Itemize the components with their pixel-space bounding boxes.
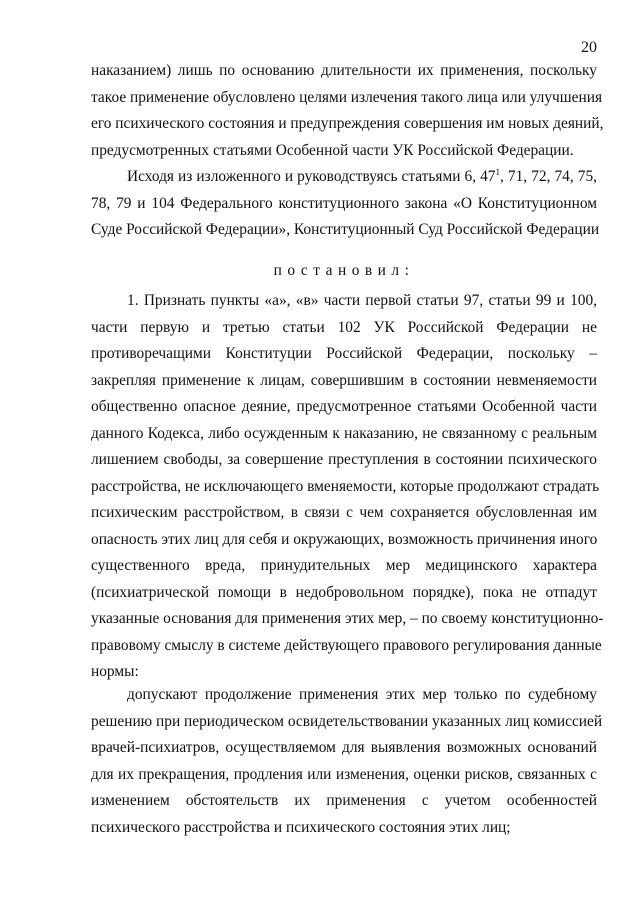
text-line: лишением свободы, за совершение преступления в состоянии психического xyxy=(91,451,597,468)
text-line: указанные основания для применения этих мер, – по своему конституционно- xyxy=(91,610,604,627)
text-line: такое применение обусловлено целями излечения такого лица или улучшения xyxy=(91,88,603,106)
text-line: 1. Признать пункты «а», «в» части первой статьи 97, статьи 99 и 100, xyxy=(127,292,597,309)
text-line: расстройства, не исключающего вменяемости, которые продолжают страдать xyxy=(91,477,600,495)
text-line: данного Кодекса, либо осужденным к наказанию, не связанному с реальным xyxy=(91,424,597,442)
superscript: 1 xyxy=(495,166,501,177)
text-line: противоречащими Конституции Российской Федерации, поскольку – xyxy=(91,345,597,362)
text-line: общественно опасное деяние, предусмотренное статьями Особенной части xyxy=(91,398,597,415)
resolution-heading: постановил: xyxy=(273,262,415,279)
text-line: предусмотренных статьями Особенной части УК Российской Федерации. xyxy=(91,141,574,159)
page-number: 20 xyxy=(581,39,597,56)
text-line: правовому смыслу в системе действующего правового регулирования данные xyxy=(91,636,602,654)
text-line: психического расстройства и психического состояния этих лиц; xyxy=(91,818,511,836)
text-line xyxy=(91,164,597,191)
text-line: решению при периодическом освидетельствовании указанных лиц комиссией xyxy=(91,712,603,730)
text-line: 78, 79 и 104 Федерального конституционного закона «О Конституционном xyxy=(91,194,597,212)
text-line: психическим расстройством, в связи с чем сохраняется обусловленная им xyxy=(91,504,597,521)
text-line: существенного вреда, принудительных мер медицинского характера xyxy=(91,557,597,574)
text-line: для их прекращения, продления или изменения, оценки рисков, связанных с xyxy=(91,765,597,783)
text-line: Суде Российской Федерации», Конституционный Суд Российской Федерации xyxy=(91,221,600,238)
text-line: (психиатрической помощи в недобровольном порядке), пока не отпадут xyxy=(91,583,597,601)
text-line: части первую и третью статьи 102 УК Российской Федерации не xyxy=(91,318,597,336)
text-line: его психического состояния и предупреждения совершения им новых деяний, xyxy=(91,115,604,132)
paragraph-legal-basis xyxy=(91,164,600,244)
text-line: изменением обстоятельств их применения с учетом особенностей xyxy=(91,792,597,809)
text-line: врачей-психиатров, осуществляемом для выявления возможных оснований xyxy=(91,739,597,756)
text-line: наказанием) лишь по основанию длительности их применения, поскольку xyxy=(91,62,597,79)
text-line: закрепляя применение к лицам, совершившим в состоянии невменяемости xyxy=(91,371,597,389)
text-segment: , 71, 72, 74, 75, xyxy=(500,168,597,185)
text-segment: Исходя из изложенного и руководствуясь статьями 6, 47 xyxy=(127,168,496,185)
paragraph-point-1 xyxy=(91,288,604,686)
text-line: допускают продолжение применения этих мер только по судебному xyxy=(127,686,597,703)
text-line: нормы: xyxy=(91,663,139,680)
text-line: опасность этих лиц для себя и окружающих, возможность причинения иного xyxy=(91,530,598,548)
paragraph-point-1-continued xyxy=(91,682,603,841)
paragraph-intro-tail xyxy=(91,58,604,164)
